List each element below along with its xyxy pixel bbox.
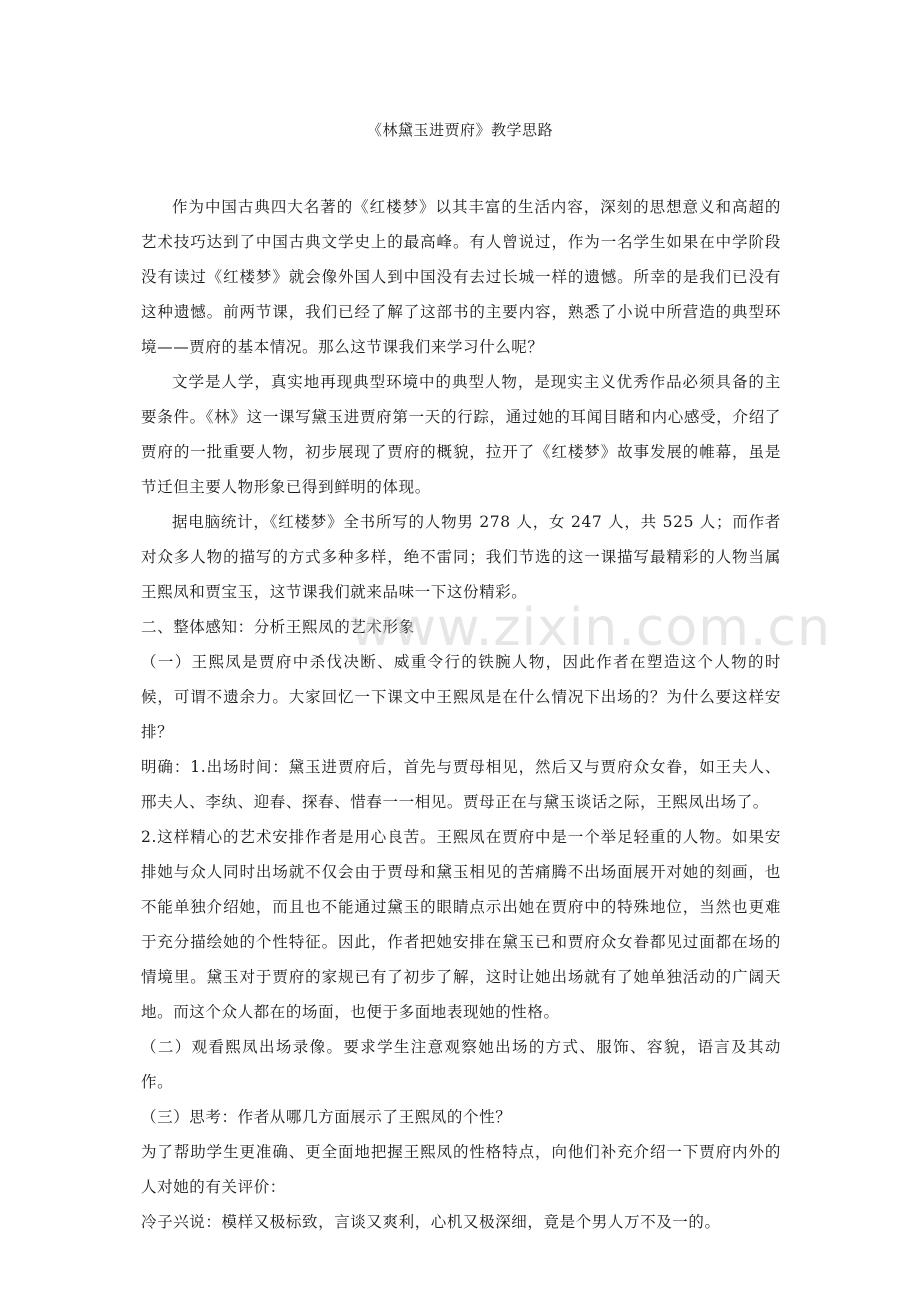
paragraph-statistics: 据电脑统计，《红楼梦》全书所写的人物男 278 人，女 247 人，共 525 人；而作者对众多人物的描写的方式多种多样，绝不雷同；我们节选的这一课描写最精彩的人物当属王熙凤和贾宝玉，这节课我们就来品味一下这份精彩。 bbox=[141, 513, 781, 601]
paragraph-point-three: （三）思考：作者从哪几方面展示了王熙凤的个性？ bbox=[141, 1108, 512, 1126]
document-title: 《林黛玉进贾府》教学思路 bbox=[366, 121, 553, 139]
paragraph-intro: 作为中国古典四大名著的《红楼梦》以其丰富的生活内容，深刻的思想意义和高超的艺术技巧达到了中国古典文学史上的最高峰。有人曾说过，作为一名学生如果在中学阶段没有读过《红楼梦》就会像外国人到中国没有去过长城一样的遗憾。所幸的是我们已没有这种遗憾。前两节课，我们已经了解了这部书的主要内容，熟悉了小说中所营造的典型环境——贾府的基本情况。那么这节课我们来学习什么呢？ bbox=[141, 198, 781, 356]
document-body bbox=[141, 190, 781, 1240]
section-heading: 二、整体感知：分析王熙凤的艺术形象 bbox=[141, 618, 415, 636]
paragraph-literature: 文学是人学，真实地再现典型环境中的典型人物，是现实主义优秀作品必须具备的主要条件。《林》这一课写黛玉进贾府第一天的行踪，通过她的耳闻目睹和内心感受，介绍了贾府的一批重要人物，初步展现了贾府的概貌，拉开了《红楼梦》故事发展的帷幕，虽是节迁但主要人物形象已得到鲜明的体现。 bbox=[141, 373, 781, 496]
paragraph-supplement: 为了帮助学生更准确、更全面地把握王熙凤的性格特点，向他们补充介绍一下贾府内外的人对她的有关评价： bbox=[141, 1143, 781, 1196]
paragraph-quote: 冷子兴说：模样又极标致，言谈又爽利，心机又极深细，竟是个男人万不及一的。 bbox=[141, 1213, 721, 1231]
paragraph-point-one: （一）王熙凤是贾府中杀伐决断、威重令行的铁腕人物，因此作者在塑造这个人物的时候，可谓不遗余力。大家回忆一下课文中王熙凤是在什么情况下出场的？为什么要这样安排？ bbox=[141, 653, 781, 741]
paragraph-answer-1: 明确：1.出场时间：黛玉进贾府后，首先与贾母相见，然后又与贾府众女眷，如王夫人、邢夫人、李纨、迎春、探春、惜春一一相见。贾母正在与黛玉谈话之际，王熙凤出场了。 bbox=[141, 758, 781, 811]
paragraph-answer-2: 2.这样精心的艺术安排作者是用心良苦。王熙凤在贾府中是一个举足轻重的人物。如果安排她与众人同时出场就不仅会由于贾母和黛玉相见的苦痛腾不出场面展开对她的刻画，也不能单独介绍她，而且也不能通过黛玉的眼睛点示出她在贾府中的特殊地位，当然也更难于充分描绘她的个性特征。因此，作者把她安排在黛玉已和贾府众女眷都见过面都在场的情境里。黛玉对于贾府的家规已有了初步了解，这时让她出场就有了她单独活动的广阔天地。而这个众人都在的场面，也便于多面地表现她的性格。 bbox=[141, 828, 781, 1021]
paragraph-point-two: （二）观看熙凤出场录像。要求学生注意观察她出场的方式、服饰、容貌，语言及其动作。 bbox=[141, 1038, 781, 1091]
watermark: www.zixin.com.cn bbox=[350, 598, 831, 658]
